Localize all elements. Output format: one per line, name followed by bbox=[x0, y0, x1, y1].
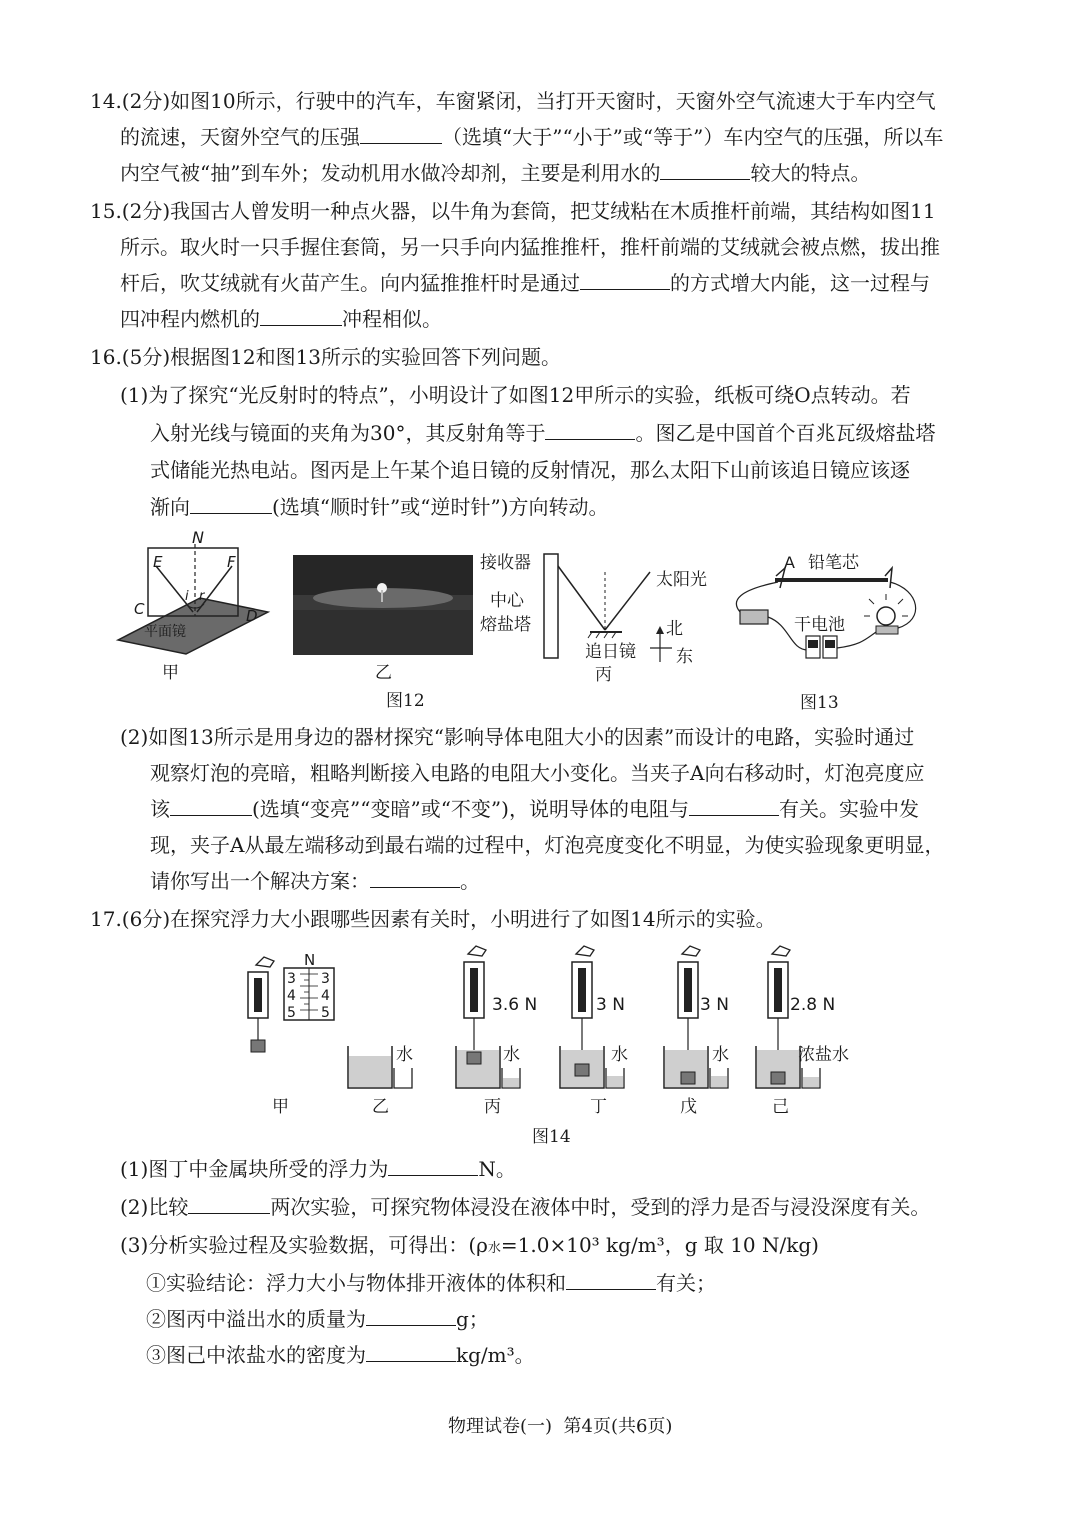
fig14-bing bbox=[456, 946, 537, 1117]
q16-answer-blank-5[interactable] bbox=[370, 867, 460, 888]
fig12-label-r: r bbox=[199, 589, 205, 604]
q15-text: 冲程相似。 bbox=[342, 307, 442, 331]
q17-text: 两次实验，可探究物体浸没在液体中时，受到的浮力是否与浸没深度有关。 bbox=[270, 1195, 931, 1219]
figure-12-13 bbox=[0, 520, 1080, 720]
q15-line-1: 15.(2分)我国古人曾发明一种点火器，以牛角为套筒，把艾绒粘在木质推杆前端，其结构如图11 bbox=[90, 199, 936, 223]
fig14-caption: 图14 bbox=[532, 1127, 571, 1147]
fig12-east-label: 东 bbox=[676, 647, 693, 667]
q16-text: 。图乙是中国首个百兆瓦级熔盐塔 bbox=[635, 421, 936, 445]
fig12-receiver-label: 接收器 bbox=[480, 553, 531, 573]
fig12-label-F: F bbox=[227, 553, 236, 571]
q15-text: 的方式增大内能，这一过程与 bbox=[670, 271, 930, 295]
fig14-label-bing: 丙 bbox=[484, 1097, 501, 1117]
q14-line-3 bbox=[120, 158, 870, 188]
q16-text: 渐向 bbox=[150, 495, 190, 519]
fig14-brine-label: 浓盐水 bbox=[798, 1045, 849, 1065]
fig13-lead-label: 铅笔芯 bbox=[808, 553, 859, 573]
fig12-label-i: i bbox=[185, 589, 189, 604]
fig12-label-C: C bbox=[134, 600, 145, 618]
q16-part1-line-1: (1)为了探究“光反射时的特点”，小明设计了如图12甲所示的实验，纸板可绕O点转动。若 bbox=[120, 383, 911, 407]
q17-text: (3)分析实验过程及实验数据，可得出：(ρ bbox=[120, 1233, 488, 1257]
fig14-water-label: 水 bbox=[396, 1045, 413, 1065]
fig14-scale-tick-5: 5 bbox=[287, 1005, 296, 1021]
q14-answer-blank-1[interactable] bbox=[360, 123, 442, 144]
fig12-tower-label-1: 中心 bbox=[490, 591, 524, 611]
fig12-yi-photo bbox=[293, 555, 473, 683]
fig13-battery-label: 干电池 bbox=[794, 615, 845, 635]
fig14-reading-wu: 3 N bbox=[700, 995, 729, 1015]
q17-text: ③图己中浓盐水的密度为 bbox=[146, 1343, 366, 1367]
q17-rho-subscript: 水 bbox=[487, 1241, 501, 1256]
q14-text: 较大的特点。 bbox=[750, 161, 871, 185]
q17-line-1: 17.(6分)在探究浮力大小跟哪些因素有关时，小明进行了如图14所示的实验。 bbox=[90, 907, 776, 931]
q16-part2-line-1: (2)如图13所示是用身边的器材探究“影响导体电阻大小的因素”而设计的电路，实验时通过 bbox=[120, 725, 915, 749]
q14-text: 内空气被“抽”到车外；发动机用水做冷却剂，主要是利用水的 bbox=[120, 161, 661, 185]
q16-text: 。 bbox=[460, 869, 480, 893]
q14-line-2 bbox=[120, 122, 943, 152]
q17-part3-1 bbox=[146, 1268, 716, 1298]
q16-part1-line-2 bbox=[150, 418, 935, 448]
fig14-scale-tick-5: 5 bbox=[321, 1005, 330, 1021]
q17-text: g； bbox=[456, 1307, 489, 1331]
q17-text: ②图丙中溢出水的质量为 bbox=[146, 1307, 366, 1331]
fig14-yi bbox=[348, 1045, 413, 1117]
fig12-north-label: 北 bbox=[666, 619, 683, 639]
fig14-wu bbox=[664, 946, 729, 1117]
fig14-ji bbox=[756, 946, 849, 1117]
q16-part1-line-3: 式储能光热电站。图丙是上午某个追日镜的反射情况，那么太阳下山前该追日镜应该逐 bbox=[150, 458, 910, 482]
q17-part2 bbox=[120, 1192, 930, 1222]
q17-answer-blank-1[interactable] bbox=[388, 1155, 478, 1176]
q17-text: 有关； bbox=[656, 1271, 716, 1295]
fig14-water-label: 水 bbox=[712, 1045, 729, 1065]
fig14-label-jia: 甲 bbox=[272, 1097, 289, 1117]
q16-answer-blank-2[interactable] bbox=[190, 493, 272, 514]
fig12-bing-diagram bbox=[480, 553, 707, 685]
q17-part1 bbox=[120, 1154, 516, 1184]
q16-part2-line-5 bbox=[150, 866, 480, 896]
fig13-clip-label: A bbox=[784, 553, 795, 572]
q16-part2-line-2: 观察灯泡的亮暗，粗略判断接入电路的电阻大小变化。当夹子A向右移动时，灯泡亮度应 bbox=[150, 761, 925, 785]
q16-part2-line-4: 现，夹子A从最左端移动到最右端的过程中，灯泡亮度变化不明显，为使实验现象更明显， bbox=[150, 833, 945, 857]
q16-part1-line-4 bbox=[150, 492, 609, 522]
q15-answer-blank-2[interactable] bbox=[260, 305, 342, 326]
fig12-jia-diagram bbox=[118, 528, 268, 683]
fig13-caption: 图13 bbox=[800, 693, 839, 713]
q15-line-4 bbox=[120, 304, 442, 334]
q15-text: 杆后，吹艾绒就有火苗产生。向内猛推推杆时是通过 bbox=[120, 271, 580, 295]
q15-line-2: 所示。取火时一只手握住套筒，另一只手向内猛推推杆，推杆前端的艾绒就会被点燃，拔出推 bbox=[120, 235, 940, 259]
q16-part2-line-3 bbox=[150, 794, 919, 824]
q16-answer-blank-1[interactable] bbox=[545, 419, 635, 440]
fig14-scale-tick-4: 4 bbox=[321, 988, 330, 1004]
fig14-ding bbox=[560, 946, 628, 1117]
fig12-mirror-label: 平面镜 bbox=[144, 624, 186, 640]
q17-answer-blank-5[interactable] bbox=[366, 1341, 456, 1362]
q16-answer-blank-3[interactable] bbox=[170, 795, 252, 816]
fig12-label-N: N bbox=[192, 528, 204, 547]
q17-text: ①实验结论：浮力大小与物体排开液体的体积和 bbox=[146, 1271, 566, 1295]
fig14-reading-bing: 3.6 N bbox=[492, 995, 538, 1015]
fig14-scale-tick-3: 3 bbox=[287, 971, 296, 987]
q16-text: 入射光线与镜面的夹角为30°，其反射角等于 bbox=[150, 421, 546, 445]
fig12-mirror2-label: 追日镜 bbox=[585, 642, 636, 662]
q17-text: N。 bbox=[478, 1157, 516, 1181]
q15-text: 四冲程内燃机的 bbox=[120, 307, 260, 331]
fig12-sun-label: 太阳光 bbox=[656, 570, 707, 590]
q17-text: (1)图丁中金属块所受的浮力为 bbox=[120, 1157, 389, 1181]
fig12-label-D: D bbox=[246, 607, 258, 625]
q14-text: 的流速，天窗外空气的压强 bbox=[120, 125, 360, 149]
fig14-scale-tick-3: 3 bbox=[321, 971, 330, 987]
q16-text: (选填“变亮”“变暗”或“不变”)，说明导体的电阻与 bbox=[252, 797, 689, 821]
q16-line-1: 16.(5分)根据图12和图13所示的实验回答下列问题。 bbox=[90, 345, 562, 369]
q15-answer-blank-1[interactable] bbox=[580, 269, 670, 290]
q14-answer-blank-2[interactable] bbox=[660, 159, 750, 180]
q17-answer-blank-3[interactable] bbox=[566, 1269, 656, 1290]
fig14-label-yi: 乙 bbox=[372, 1097, 389, 1117]
q14-line-1: 14.(2分)如图10所示，行驶中的汽车，车窗紧闭，当打开天窗时，天窗外空气流速大于车内空气 bbox=[90, 89, 936, 113]
q17-text: kg/m³。 bbox=[456, 1343, 535, 1367]
fig12-caption: 图12 bbox=[386, 691, 425, 711]
fig14-scale-tick-4: 4 bbox=[287, 988, 296, 1004]
q17-part3-3 bbox=[146, 1340, 535, 1370]
fig12-label-E: E bbox=[153, 553, 163, 571]
fig12-tower-label-2: 熔盐塔 bbox=[480, 615, 531, 635]
fig14-water-label: 水 bbox=[503, 1045, 520, 1065]
fig14-label-ding: 丁 bbox=[590, 1097, 607, 1117]
fig14-label-ji: 己 bbox=[772, 1097, 789, 1117]
fig14-reading-ji: 2.8 N bbox=[790, 995, 836, 1015]
page-footer: 物理试卷(一) 第4页(共6页) bbox=[448, 1416, 673, 1437]
fig14-scale-N: N bbox=[304, 951, 316, 969]
q16-text: 该 bbox=[150, 797, 170, 821]
fig12-jia-label: 甲 bbox=[162, 663, 179, 683]
fig12-yi-label: 乙 bbox=[375, 663, 392, 683]
q17-answer-blank-4[interactable] bbox=[366, 1305, 456, 1326]
q15-line-3 bbox=[120, 268, 930, 298]
q14-text: （选填“大于”“小于”或“等于”）车内空气的压强，所以车 bbox=[442, 125, 944, 149]
q16-answer-blank-4[interactable] bbox=[689, 795, 779, 816]
q17-text: =1.0×10³ kg/m³，g 取 10 N/kg) bbox=[500, 1233, 819, 1257]
q17-part3 bbox=[120, 1230, 819, 1264]
figure-14 bbox=[0, 935, 1080, 1150]
fig14-water-label: 水 bbox=[611, 1045, 628, 1065]
q16-text: (选填“顺时针”或“逆时针”)方向转动。 bbox=[272, 495, 609, 519]
fig14-reading-ding: 3 N bbox=[596, 995, 625, 1015]
q17-answer-blank-2[interactable] bbox=[188, 1193, 270, 1214]
q16-text: 有关。实验中发 bbox=[778, 797, 919, 821]
q16-text: 请你写出一个解决方案： bbox=[150, 869, 370, 893]
fig14-jia bbox=[248, 951, 334, 1117]
q17-text: (2)比较 bbox=[120, 1195, 189, 1219]
fig13-circuit-diagram bbox=[736, 553, 915, 658]
q17-part3-2 bbox=[146, 1304, 489, 1334]
fig14-label-wu: 戊 bbox=[680, 1097, 697, 1117]
fig12-bing-label: 丙 bbox=[595, 665, 612, 685]
